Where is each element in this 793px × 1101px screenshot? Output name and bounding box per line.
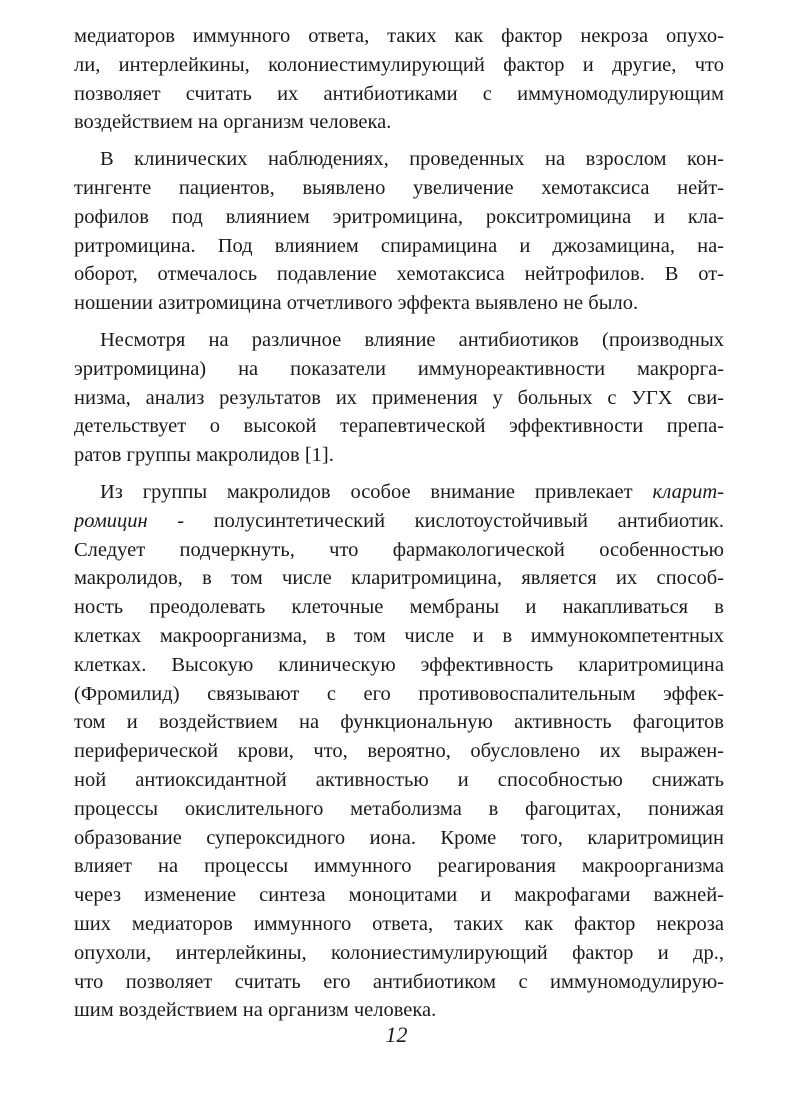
text-line: процессы окислительного метаболизма в фагоцитах, понижая: [74, 797, 724, 820]
text-line: (Фромилид) связывают с его противовоспалительным эффек-: [74, 682, 724, 705]
text-line: детельствует о высокой терапевтической эффективности препа-: [74, 415, 724, 438]
text-line: оборот, отмечалось подавление хемотаксиса нейтрофилов. В от-: [74, 263, 724, 286]
text-line: ной антиоксидантной активностью и способностью снижать: [74, 768, 724, 791]
text-run: Из группы макролидов особое внимание привлекает: [100, 480, 633, 503]
text-line: том и воздействием на функциональную активность фагоцитов: [74, 711, 724, 734]
paragraph-3: [74, 326, 724, 470]
text-line: медиаторов иммунного ответа, таких как фактор некроза опухо-: [74, 25, 724, 47]
paragraph-1: [74, 22, 724, 137]
text-line: макролидов, в том числе кларитромицина, является их способ-: [74, 567, 724, 590]
text-line: ли, интерлейкины, колониестимулирующий фактор и другие, что: [74, 53, 724, 76]
text-line: ность преодолевать клеточные мембраны и накапливаться в: [74, 596, 724, 619]
text-line: влияет на процессы иммунного реагирования макроорганизма: [74, 855, 724, 878]
text-line: периферической крови, что, вероятно, обусловлено их выражен-: [74, 740, 724, 763]
text-line: ших медиаторов иммунного ответа, таких как фактор некроза: [74, 912, 724, 935]
text-line: клетках. Высокую клиническую эффективность кларитромицина: [74, 653, 724, 676]
body-text: [74, 22, 724, 1033]
text-line: образование супероксидного иона. Кроме того, кларитромицин: [74, 826, 724, 849]
text-line: воздействием на организм человека.: [74, 111, 392, 134]
text-line: позволяет считать их антибиотиками с иммуномодулирующим: [74, 82, 724, 105]
text-line: В клинических наблюдениях, проведенных на взрослом кон-: [100, 148, 724, 171]
page-number: 12: [385, 1022, 408, 1047]
text-line: эритромицина) на показатели иммунореактивности макрорга-: [74, 357, 724, 380]
text-line: Несмотря на различное влияние антибиотиков (производных: [100, 328, 724, 351]
text-line: [74, 507, 724, 536]
text-line: клетках макроорганизма, в том числе и в иммунокомпетентных: [74, 624, 724, 647]
paragraph-2: [74, 145, 724, 318]
text-line: ратов группы макролидов [1].: [74, 444, 334, 467]
text-line: что позволяет считать его антибиотиком с иммуномодулирую-: [74, 970, 724, 993]
text-line: ношении азитромицина отчетливого эффекта выявлено не было.: [74, 292, 639, 315]
drug-name-italic: кларит-: [652, 480, 724, 503]
text-line: [74, 478, 724, 507]
text-line: шим воздействием на организм человека.: [74, 999, 437, 1022]
text-line: Следует подчеркнуть, что фармакологической особенностью: [74, 538, 724, 561]
text-line: рофилов под влиянием эритромицина, рокситромицина и кла-: [74, 205, 724, 228]
text-line: тингенте пациентов, выявлено увеличение хемотаксиса нейт-: [74, 176, 724, 199]
drug-name-italic: ромицин: [74, 509, 148, 532]
text-line: опухоли, интерлейкины, колониестимулирующий фактор и др.,: [74, 941, 724, 964]
paragraph-4: [74, 478, 724, 1025]
text-run: - полусинтетический кислотоустойчивый антибиотик.: [147, 509, 724, 532]
text-line: через изменение синтеза моноцитами и макрофагами важней-: [74, 884, 724, 907]
text-line: ритромицина. Под влиянием спирамицина и джозамицина, на-: [74, 234, 724, 257]
text-line: низма, анализ результатов их применения у больных с УГХ сви-: [74, 386, 724, 409]
